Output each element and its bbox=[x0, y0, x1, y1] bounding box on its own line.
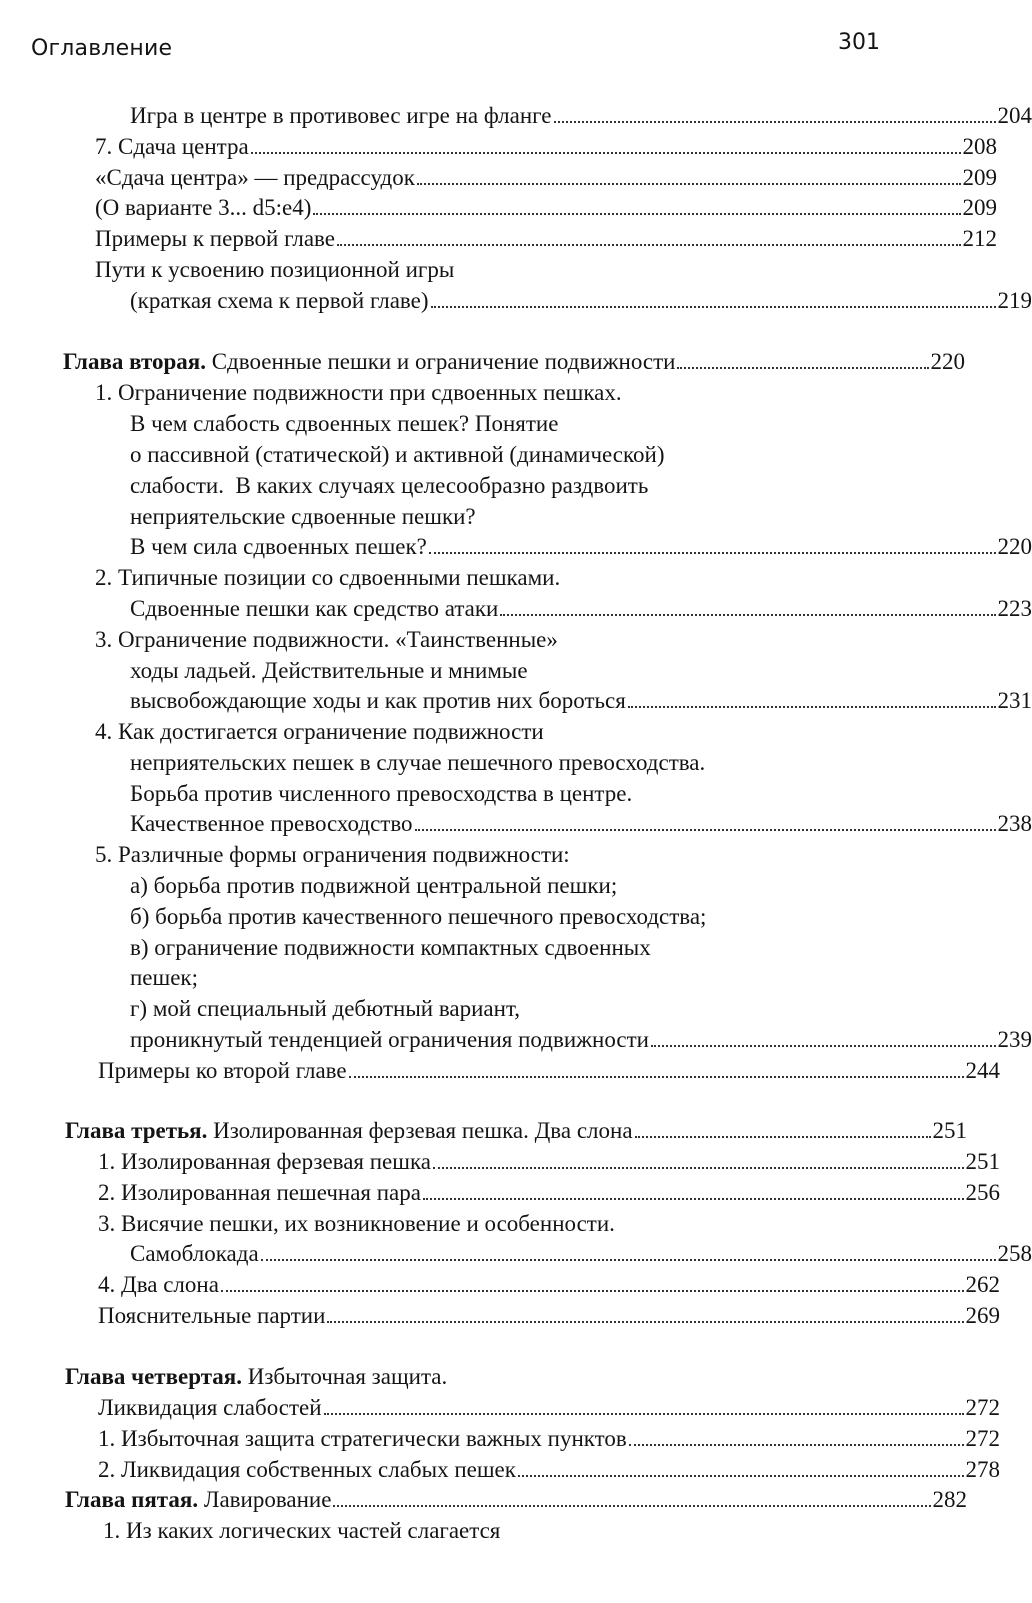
toc-entry-title: (краткая схема к первой главе) bbox=[130, 288, 429, 313]
dot-leader bbox=[433, 1167, 963, 1169]
toc-entry-title: 4. Как достигается ограничение подвижности bbox=[95, 719, 544, 744]
toc-entry bbox=[0, 655, 1032, 687]
toc-entry-page: 223 bbox=[997, 596, 1032, 621]
dot-leader bbox=[554, 121, 996, 123]
toc-entry-page: 269 bbox=[965, 1303, 1000, 1328]
toc-entry bbox=[0, 624, 997, 656]
page-number: 301 bbox=[838, 30, 880, 55]
toc-entry-title: Пояснительные партии bbox=[98, 1303, 326, 1328]
toc-entry bbox=[0, 531, 1032, 563]
toc-entry-page: 219 bbox=[997, 288, 1032, 313]
toc-entry-title: высвобождающие ходы и как против них бороться bbox=[130, 688, 626, 713]
toc-entry-title: проникнутый тенденцией ограничения подвижности bbox=[130, 1027, 649, 1052]
toc-entry bbox=[0, 1146, 1000, 1178]
toc-entry-title: Игра в центре в противовес игре на фланге bbox=[130, 103, 552, 128]
toc-entry-page: 272 bbox=[965, 1395, 1000, 1420]
toc-entry bbox=[0, 192, 997, 224]
toc-entry-title: 4. Два слона bbox=[98, 1272, 219, 1297]
dot-leader bbox=[324, 1413, 964, 1415]
toc-entry bbox=[0, 1055, 1000, 1087]
dot-leader bbox=[635, 1136, 931, 1138]
toc-entry-title: б) борьба против качественного пешечного превосходства; bbox=[130, 904, 707, 929]
toc-entry-title: 1. Избыточная защита стратегически важных пунктов bbox=[98, 1426, 627, 1451]
chapter-label: Глава вторая. bbox=[63, 349, 206, 374]
chapter-label: Глава четвертая. bbox=[65, 1364, 242, 1389]
toc-entry bbox=[0, 1392, 1000, 1424]
toc-entry-title: пешек; bbox=[130, 965, 199, 990]
dot-leader bbox=[251, 152, 961, 154]
toc-entry-title: а) борьба против подвижной центральной пешки; bbox=[130, 873, 618, 898]
toc-entry-title: Сдвоенные пешки и ограничение подвижности bbox=[205, 349, 676, 374]
dot-leader bbox=[221, 1290, 964, 1292]
toc-entry bbox=[0, 1269, 1000, 1301]
toc-entry-title: Изолированная ферзевая пешка. Два слона bbox=[207, 1118, 633, 1143]
toc-entry-page: 204 bbox=[997, 103, 1032, 128]
toc-entry bbox=[0, 100, 1032, 132]
toc-entry-page: 272 bbox=[965, 1426, 1000, 1451]
toc-entry bbox=[0, 808, 1032, 840]
toc-entry-page: 256 bbox=[965, 1180, 1000, 1205]
dot-leader bbox=[415, 829, 996, 831]
toc-entry-page: 209 bbox=[962, 195, 997, 220]
dot-leader bbox=[628, 706, 996, 708]
toc-entry-title: 1. Из каких логических частей слагается bbox=[103, 1518, 501, 1543]
toc-entry bbox=[0, 408, 1032, 440]
toc-entry-title: Избыточная защита. bbox=[241, 1364, 448, 1389]
toc-entry bbox=[0, 562, 997, 594]
toc-entry bbox=[0, 346, 965, 378]
toc-entry bbox=[0, 501, 1032, 533]
dot-leader bbox=[261, 1259, 996, 1261]
chapter-label: Глава третья. bbox=[65, 1118, 208, 1143]
toc-entry bbox=[0, 1423, 1000, 1455]
toc-entry bbox=[0, 870, 1032, 902]
toc-entry-page: 251 bbox=[965, 1149, 1000, 1174]
dot-leader bbox=[518, 1475, 964, 1477]
toc-entry-title: Ликвидация слабостей bbox=[98, 1395, 322, 1420]
dot-leader bbox=[417, 183, 961, 185]
toc-entry-page: 244 bbox=[965, 1058, 1000, 1083]
dot-leader bbox=[313, 213, 960, 215]
toc-entry-page: 220 bbox=[997, 534, 1032, 559]
toc-entry bbox=[0, 993, 1032, 1025]
toc-entry bbox=[0, 1177, 1000, 1209]
toc-entry bbox=[0, 778, 1032, 810]
toc-entry-page: 212 bbox=[962, 226, 997, 251]
toc-entry bbox=[0, 1515, 1005, 1547]
toc-entry bbox=[0, 223, 997, 255]
toc-entry bbox=[0, 439, 1032, 471]
toc-entry-title: В чем слабость сдвоенных пешек? Понятие bbox=[130, 411, 559, 436]
toc-entry-title: слабости. В каких случаях целесообразно раздвоить bbox=[130, 473, 649, 498]
toc-entry bbox=[0, 1238, 1032, 1270]
toc-entry-title: Примеры к первой главе bbox=[95, 226, 335, 251]
dot-leader bbox=[333, 1505, 930, 1507]
toc-entry-page: 262 bbox=[965, 1272, 1000, 1297]
toc-entry-title: 2. Типичные позиции со сдвоенными пешками. bbox=[95, 565, 561, 590]
toc-entry bbox=[0, 1300, 1000, 1332]
dot-leader bbox=[327, 1321, 963, 1323]
toc-entry-title: 1. Ограничение подвижности при сдвоенных пешках. bbox=[95, 380, 622, 405]
toc-entry bbox=[0, 716, 997, 748]
toc-entry-title: 5. Различные формы ограничения подвижности: bbox=[95, 842, 570, 867]
toc-entry bbox=[0, 1024, 1032, 1056]
dot-leader bbox=[629, 1444, 964, 1446]
toc-entry bbox=[0, 1454, 1000, 1486]
toc-entry bbox=[0, 685, 1032, 717]
toc-entry-title: Лавирование bbox=[198, 1487, 332, 1512]
toc-entry bbox=[0, 1484, 967, 1516]
running-header-title: Оглавление bbox=[31, 36, 173, 61]
toc-entry-title: «Сдача центра» — предрассудок bbox=[95, 165, 415, 190]
toc-entry bbox=[0, 932, 1032, 964]
toc-entry-title: (О варианте 3... d5:e4) bbox=[95, 195, 312, 220]
toc-entry bbox=[0, 470, 1032, 502]
toc-entry bbox=[0, 593, 1032, 625]
toc-entry-title: 3. Висячие пешки, их возникновение и особенности. bbox=[98, 1211, 615, 1236]
dot-leader bbox=[431, 306, 996, 308]
toc-entry-title: 2. Ликвидация собственных слабых пешек bbox=[98, 1457, 516, 1482]
toc-entry-page: 231 bbox=[997, 688, 1032, 713]
toc-entry bbox=[0, 901, 1032, 933]
toc-entry bbox=[0, 162, 997, 194]
toc-entry bbox=[0, 377, 997, 409]
toc-entry-title: неприятельские сдвоенные пешки? bbox=[130, 504, 476, 529]
toc-entry-page: 209 bbox=[962, 165, 997, 190]
toc-entry-title: о пассивной (статической) и активной (динамической) bbox=[130, 442, 665, 467]
toc-entry-title: 3. Ограничение подвижности. «Таинственные» bbox=[95, 627, 558, 652]
dot-leader bbox=[677, 367, 928, 369]
dot-leader bbox=[423, 1198, 964, 1200]
toc-entry-title: в) ограничение подвижности компактных сдвоенных bbox=[130, 935, 651, 960]
toc-entry-title: В чем сила сдвоенных пешек? bbox=[130, 534, 427, 559]
toc-entry-title: 2. Изолированная пешечная пара bbox=[98, 1180, 421, 1205]
toc-entry-title: Самоблокада bbox=[130, 1241, 259, 1266]
toc-entry bbox=[0, 1208, 1000, 1240]
toc-entry bbox=[0, 254, 997, 286]
toc-entry bbox=[0, 285, 1032, 317]
toc-entry-title: ходы ладьей. Действительные и мнимые bbox=[130, 658, 528, 683]
dot-leader bbox=[651, 1045, 996, 1047]
toc-entry-title: Качественное превосходство bbox=[130, 811, 413, 836]
toc-entry-page: 258 bbox=[997, 1241, 1032, 1266]
toc-entry-page: 208 bbox=[962, 134, 997, 159]
toc-entry-title: Примеры ко второй главе bbox=[98, 1058, 347, 1083]
toc-entry-page: 239 bbox=[997, 1027, 1032, 1052]
chapter-label: Глава пятая. bbox=[65, 1487, 199, 1512]
toc-entry-page: 278 bbox=[965, 1457, 1000, 1482]
toc-entry-title: 7. Сдача центра bbox=[95, 134, 249, 159]
dot-leader bbox=[500, 614, 995, 616]
toc-entry-title: 1. Изолированная ферзевая пешка bbox=[98, 1149, 432, 1174]
dot-leader bbox=[349, 1076, 964, 1078]
toc-entry-title: Сдвоенные пешки как средство атаки bbox=[130, 596, 499, 621]
toc-entry-page: 282 bbox=[932, 1487, 967, 1512]
toc-entry-title: г) мой специальный дебютный вариант, bbox=[130, 996, 521, 1021]
toc-entry-page: 238 bbox=[997, 811, 1032, 836]
toc-entry bbox=[0, 839, 997, 871]
dot-leader bbox=[429, 552, 996, 554]
toc-entry-page: 251 bbox=[932, 1118, 967, 1143]
dot-leader bbox=[337, 244, 961, 246]
toc-entry bbox=[0, 1361, 967, 1393]
toc-entry bbox=[0, 747, 1032, 779]
toc-entry-title: Борьба против численного превосходства в центре. bbox=[130, 781, 633, 806]
toc-entry-page: 220 bbox=[930, 349, 965, 374]
toc-entry-title: Пути к усвоению позиционной игры bbox=[95, 257, 455, 282]
toc-entry bbox=[0, 962, 1032, 994]
toc-entry bbox=[0, 1115, 967, 1147]
toc-entry bbox=[0, 131, 997, 163]
toc-entry-title: неприятельских пешек в случае пешечного превосходства. bbox=[130, 750, 706, 775]
